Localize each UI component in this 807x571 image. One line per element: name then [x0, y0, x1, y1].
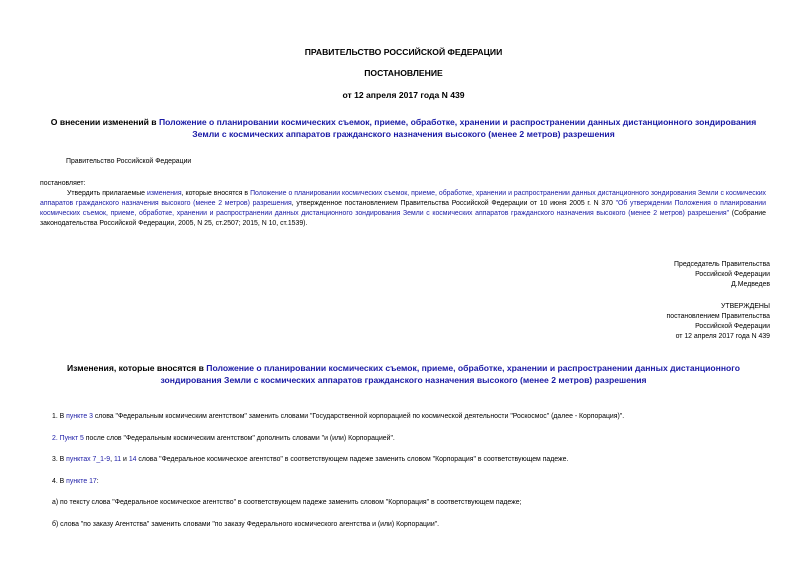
approved-label: УТВЕРЖДЕНЫ	[721, 303, 770, 310]
document-title-line1	[22, 116, 785, 128]
approved-org: Российской Федерации	[695, 323, 770, 330]
approved-block	[570, 302, 770, 342]
approved-by: постановлением Правительства	[666, 313, 770, 320]
government-name: ПРАВИТЕЛЬСТВО РОССИЙСКОЙ ФЕДЕРАЦИИ	[304, 47, 503, 57]
item-3-link-1[interactable]: пунктах 7_1-9	[66, 456, 111, 463]
item-1-text-b: слова "Федеральным космическим агентством" заменить словами "Государственной корпорацией по космической деятельности "Роскосмос" (далее - Корпорация)".	[92, 413, 625, 420]
changes-title-prefix: Изменения, которые вносятся в	[67, 363, 207, 373]
title-prefix: О внесении изменений в	[50, 117, 159, 127]
item-1	[52, 412, 792, 422]
preamble-text-1: Утвердить прилагаемые	[67, 190, 147, 197]
title-link-line1[interactable]: Положение о планировании космических съемок, приеме, обработке, хранении и распространении данных дистанционного зондирования	[158, 117, 757, 127]
item-4b: б) слова "по заказу Агентства" заменить словами "по заказу Федерального космического агентства и (или) Корпорации".	[52, 521, 440, 528]
document-title	[22, 116, 785, 140]
changes-title-line1	[22, 362, 785, 374]
item-2-link[interactable]: 2. Пункт 5	[52, 435, 84, 442]
item-3-text-a: 3. В	[52, 456, 67, 463]
item-3-sep-2: и	[121, 456, 129, 463]
item-3-link-3[interactable]: 14	[128, 456, 137, 463]
item-4	[52, 477, 792, 487]
changes-title-link-line2[interactable]: зондирования Земли с космических аппаратов гражданского назначения высокого (менее 2 метров) разрешения	[160, 375, 647, 385]
item-4-link[interactable]: пункте 17	[66, 478, 97, 485]
preamble-text-4: (Собрание законодательства Российской Федерации, 2005, N 25, ст.2507; 2015, N 10, ст.1539).	[40, 210, 766, 227]
changes-title	[22, 362, 785, 386]
item-2-text: после слов "Федеральным космическим агентством" дополнить словами "и (или) Корпорацией".	[83, 435, 395, 442]
signature-position: Председатель Правительства	[674, 261, 770, 268]
item-3-link-2[interactable]: 11	[113, 456, 122, 463]
item-4a: а) по тексту слова "Федеральное космическое агентство" в соответствующем падеже заменить словом "Корпорация" в соответствующем падеже;	[52, 499, 522, 506]
regulation-link[interactable]: Положение о планировании космических съемок, приеме, обработке, хранении и распространении данных дистанционного зондирования Земли с космических аппаратов гражданского назначения высокого (менее 2 метров) разрешения	[40, 190, 766, 207]
authority-text: Правительство Российской Федерации	[66, 158, 192, 165]
preamble-text-3: , утвержденное постановлением Правительства Российской Федерации от 10 июня 2005 г. N 370	[291, 200, 616, 207]
item-2	[52, 434, 792, 444]
item-3	[52, 455, 792, 465]
document-date-number: от 12 апреля 2017 года N 439	[342, 90, 465, 100]
preamble-paragraph	[40, 189, 766, 229]
item-1-link[interactable]: пункте 3	[66, 413, 93, 420]
resolution-370-link[interactable]: "Об утверждении Положения о планировании космических съемок, приеме, обработке, хранении и распространении данных дистанционного зондирования Земли с космических аппаратов гражданского назначения высокого (менее 2 метров) разрешения"	[40, 200, 766, 217]
approved-date: от 12 апреля 2017 года N 439	[675, 333, 770, 340]
signature-block	[570, 260, 770, 290]
title-link-line2[interactable]: Земли с космических аппаратов гражданского назначения высокого (менее 2 метров) разрешения	[192, 129, 615, 139]
changes-link[interactable]: изменения	[146, 190, 182, 197]
document-type: ПОСТАНОВЛЕНИЕ	[364, 68, 443, 78]
preamble-text-2: , которые вносятся в	[181, 190, 251, 197]
signature-name: Д.Медведев	[731, 281, 770, 288]
decides-text: постановляет:	[40, 180, 86, 187]
item-3-text-b: слова "Федеральное космическое агентство" в соответствующем падеже заменить словом "Корпорация" в соответствующем падеже.	[136, 456, 569, 463]
item-3-sep-1: ,	[110, 456, 114, 463]
changes-title-link-line1[interactable]: Положение о планировании космических съемок, приеме, обработке, хранении и распространении данных дистанционного	[206, 363, 740, 373]
item-1-text-a: 1. В	[52, 413, 67, 420]
item-4-text-b: :	[96, 478, 99, 485]
item-4-text-a: 4. В	[52, 478, 67, 485]
signature-org: Российской Федерации	[695, 271, 770, 278]
